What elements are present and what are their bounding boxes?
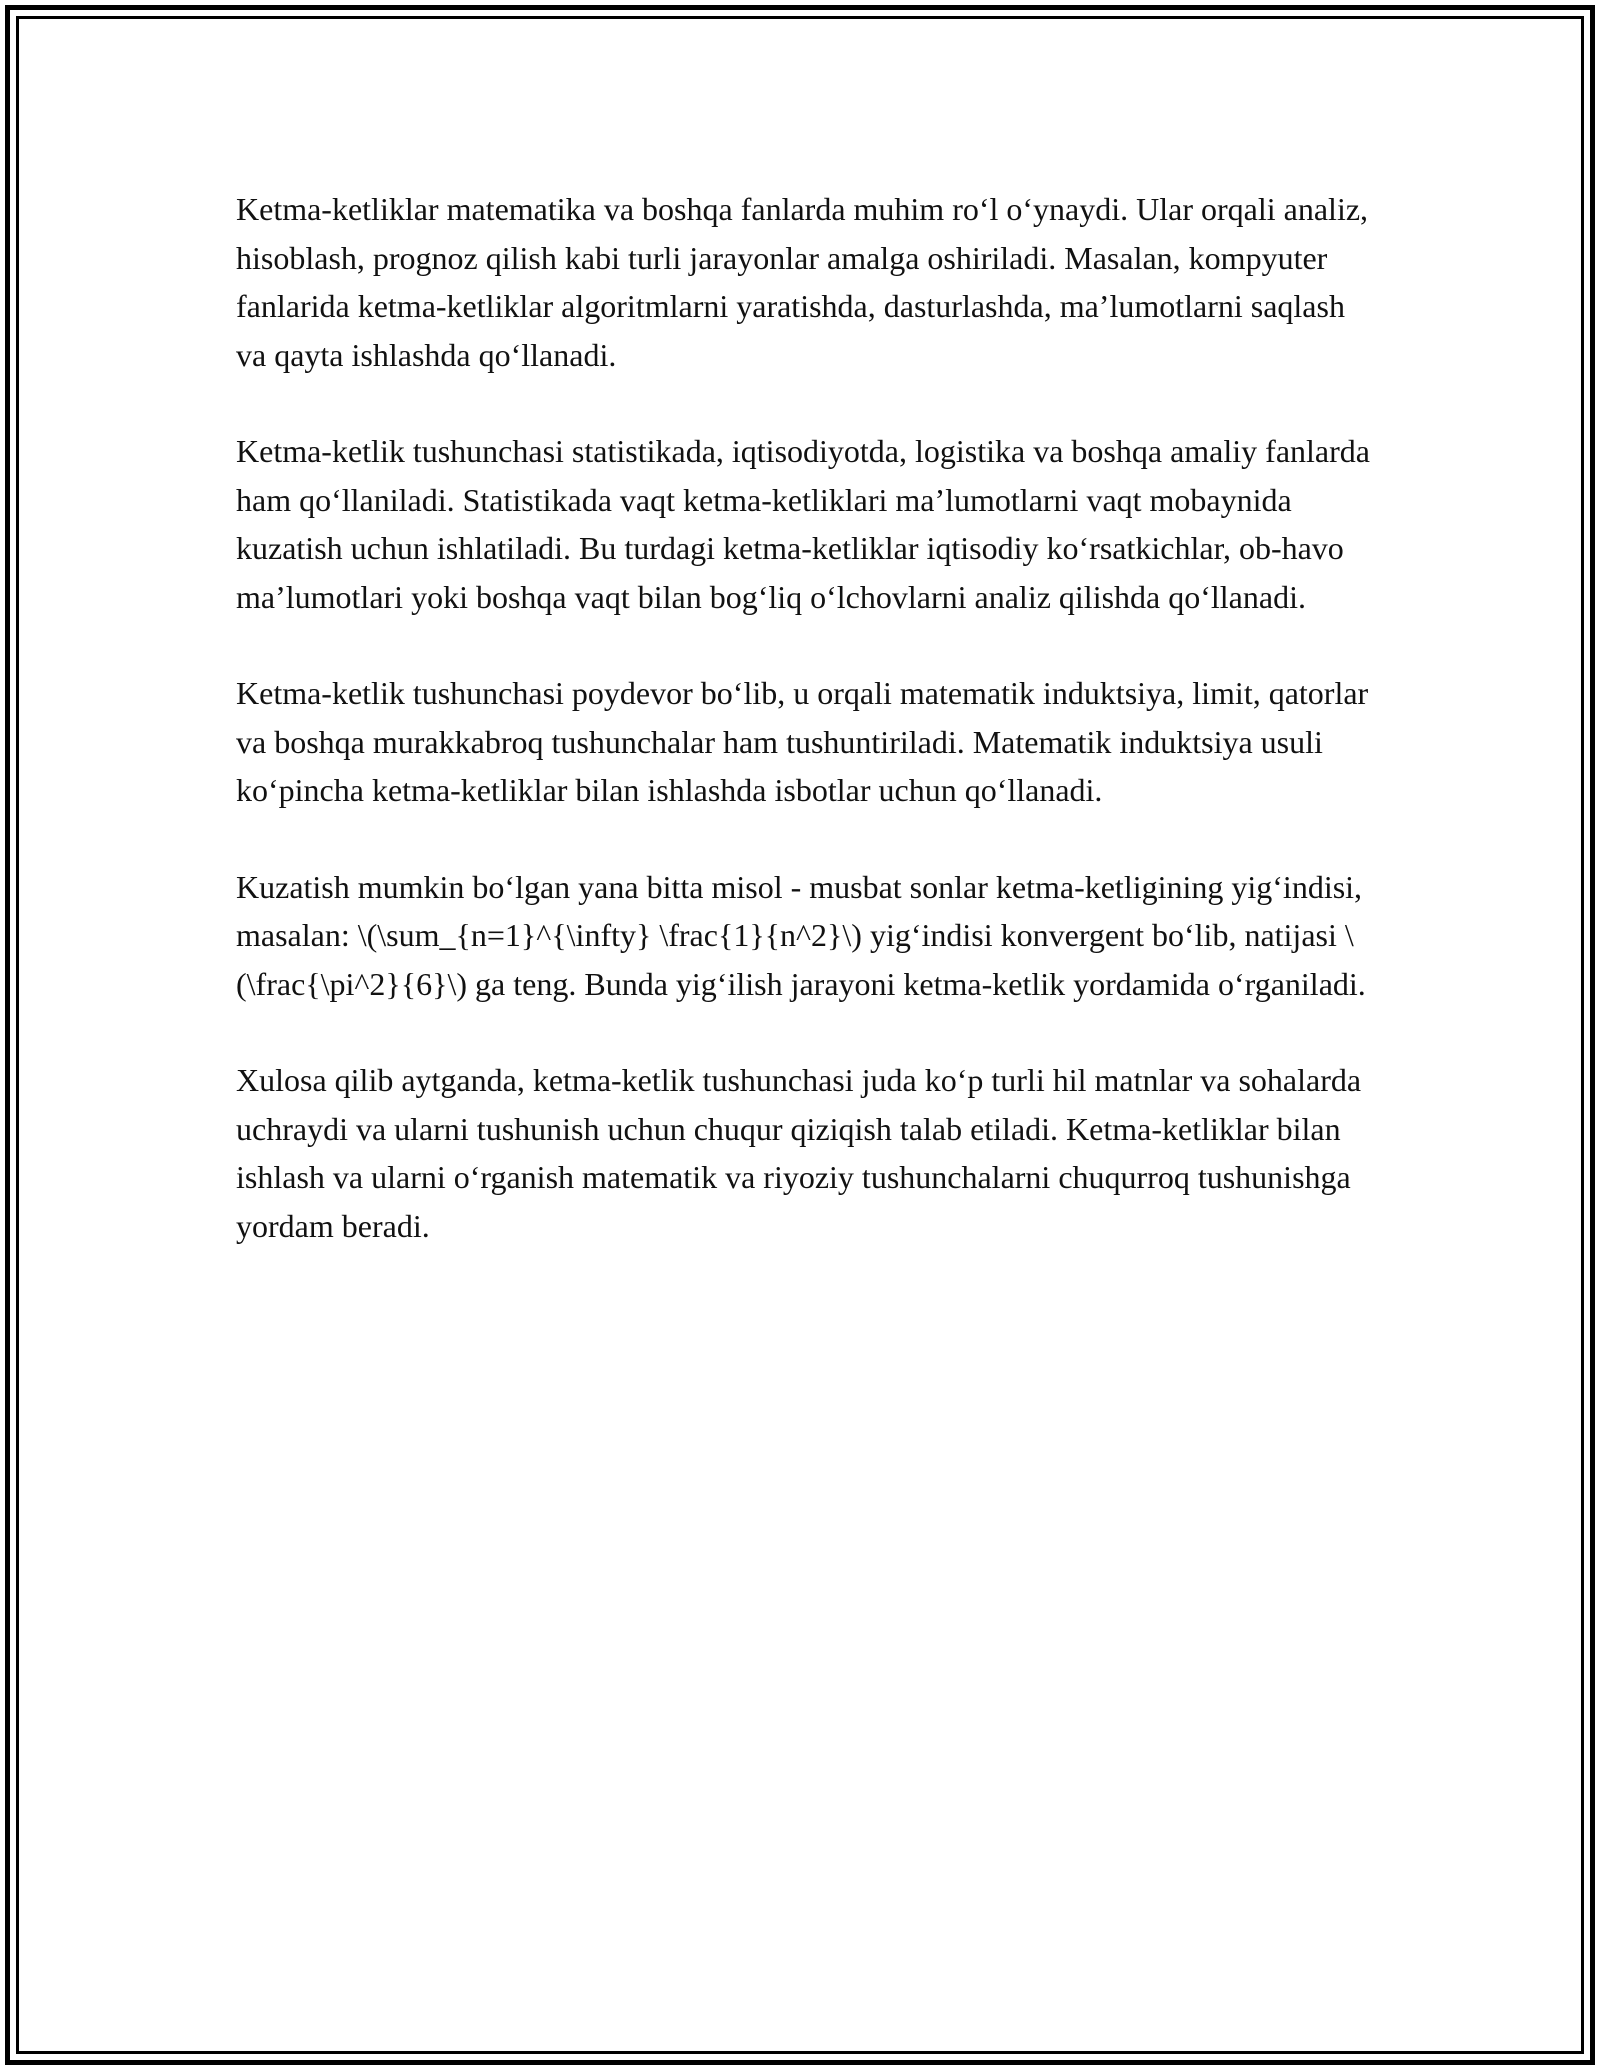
paragraph-4: Kuzatish mumkin bo‘lgan yana bitta misol - musbat sonlar ketma-ketligining yig‘indisi, masalan: \(\sum_{n=1}^{\infty} \frac{1}{n^2}\) yig‘indisi konvergent bo‘lib, natijasi \(\frac{\pi^2}{6}\) ga teng. Bunda yig‘ilish jarayoni ketma-ketlik yordamida o‘rganiladi. <box>236 868 1366 1002</box>
paragraph-1: Ketma-ketliklar matematika va boshqa fanlarda muhim ro‘l o‘ynaydi. Ular orqali analiz, hisoblash, prognoz qilish kabi turli jarayonlar amalga oshiriladi. Masalan, kompyuter fanlarida ketma-ketliklar algoritmlarni yaratishda, dasturlashda, ma’lumotlarni saqlash va qayta ishlashda qo‘llanadi. <box>236 191 1369 373</box>
paragraph-2: Ketma-ketlik tushunchasi statistikada, iqtisodiyotda, logistika va boshqa amaliy fanlarda ham qo‘llaniladi. Statistikada vaqt ketma-ketliklari ma’lumotlarni vaqt mobaynida kuzatish uchun ishlatiladi. Bu turdagi ketma-ketliklar iqtisodiy ko‘rsatkichlar, ob-havo ma’lumotlari yoki boshqa vaqt bilan bog‘liq o‘lchovlarni analiz qilishda qo‘llanadi. <box>236 433 1370 615</box>
paragraph-3: Ketma-ketlik tushunchasi poydevor bo‘lib, u orqali matematik induktsiya, limit, qatorlar va boshqa murakkabroq tushunchalar ham tushuntiriladi. Matematik induktsiya usuli ko‘pincha ketma-ketliklar bilan ishlashda isbotlar uchun qo‘llanadi. <box>236 675 1369 808</box>
document-body <box>236 185 1376 1298</box>
paragraph-5: Xulosa qilib aytganda, ketma-ketlik tushunchasi juda ko‘p turli hil matnlar va sohalarda uchraydi va ularni tushunish uchun chuqur qiziqish talab etiladi. Ketma-ketliklar bilan ishlash va ularni o‘rganish matematik va riyoziy tushunchalarni chuqurroq tushunishga yordam beradi. <box>236 1062 1362 1244</box>
